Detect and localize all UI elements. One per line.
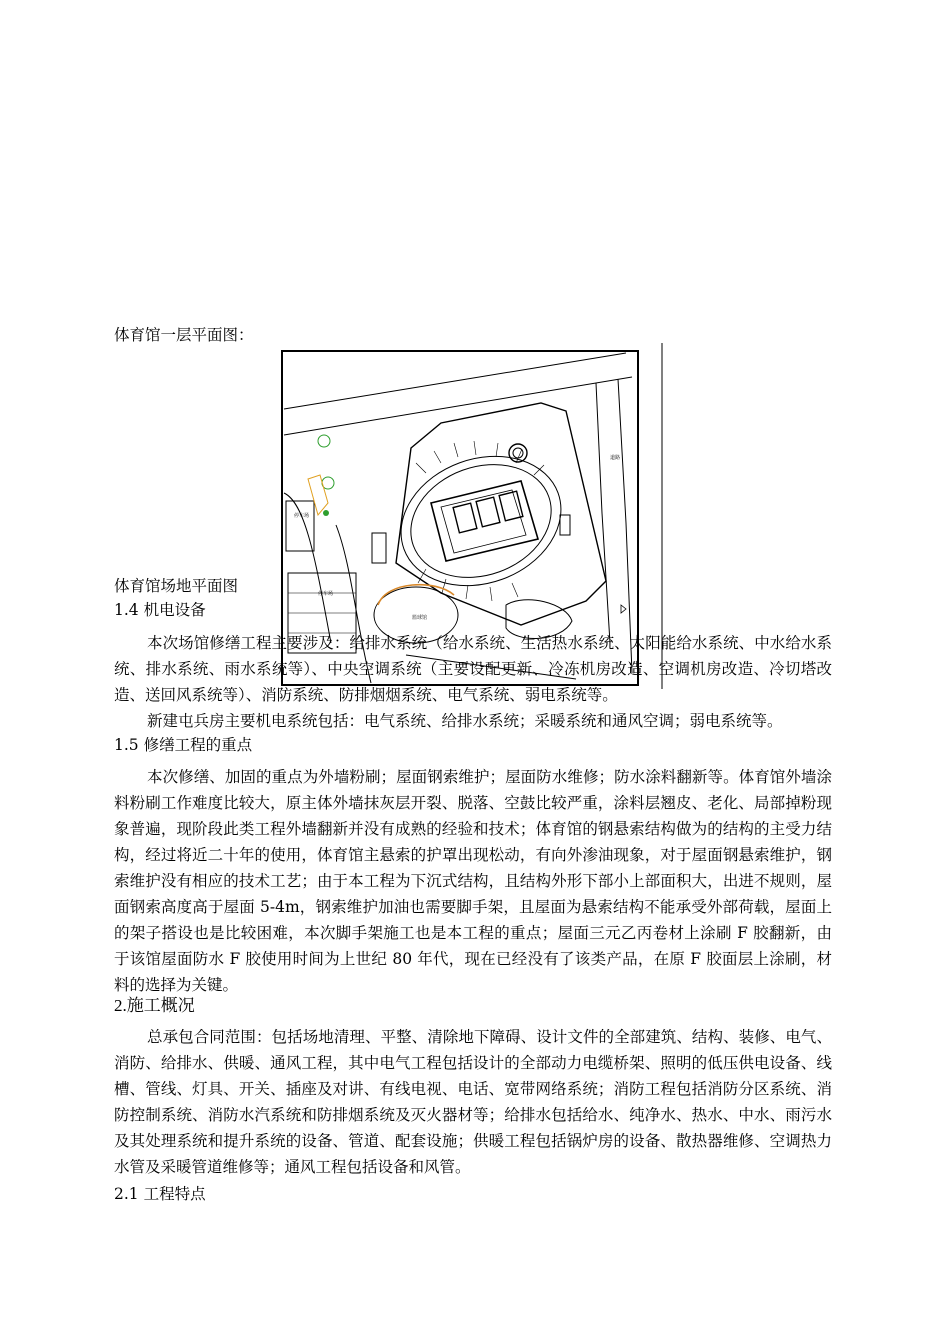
section-2-body: [114, 1024, 832, 1180]
heading-2-1: 2.1 工程特点: [114, 1185, 206, 1203]
section-1-4-body: [114, 630, 832, 734]
label-road: 道路: [610, 455, 621, 461]
caption-site-plan: 体育馆场地平面图: [114, 577, 239, 595]
paragraph: 新建屯兵房主要机电系统包括：电气系统、给排水系统；采暖系统和通风空调；弱电系统等。: [147, 712, 783, 730]
paragraph: 总承包合同范围：包括场地清理、平整、清除地下障碍、设计文件的全部建筑、结构、装修、电气、消防、给排水、供暖、通风工程，其中电气工程包括设计的全部动力电缆桥架、照明的低压供电设备、线槽、管线、灯具、开关、插座及对讲、有线电视、电话、宽带网络系统；消防工程包括消防分区系统、消防控制系统、消防水汽系统和防排烟系统及灭火器材等；给排水包括给水、纯净水、热水、中水、雨污水及其处理系统和提升系统的设备、管道、配套设施；供暖工程包括锅炉房的设备、散热器维修、空调热力水管及采暖管道维修等；通风工程包括设备和风管。: [114, 1028, 832, 1176]
caption-first-floor-plan: 体育馆一层平面图：: [114, 326, 254, 344]
label-parking-1: 停车场: [318, 591, 334, 597]
label-parking-2: 停车场: [294, 513, 310, 519]
paragraph: 本次场馆修缮工程主要涉及：给排水系统（给水系统、生活热水系统、太阳能给水系统、中水给水系统、排水系统、雨水系统等）、中央空调系统（主要设配更新、冷冻机房改造、空调机房改造、冷切塔改造、送回风系统等）、消防系统、防排烟烟系统、电气系统、弱电系统等。: [114, 634, 832, 704]
section-1-5-body: [114, 764, 832, 998]
paragraph: 本次修缮、加固的重点为外墙粉刷；屋面钢索维护；屋面防水维修；防水涂料翻新等。体育馆外墙涂料粉刷工作难度比较大，原主体外墙抹灰层开裂、脱落、空鼓比较严重，涂料层翘皮、老化、局部掉粉现象普遍，现阶段此类工程外墙翻新并没有成熟的经验和技术；体育馆的钢悬索结构做为的结构的主受力结构，经过将近二十年的使用，体育馆主悬索的护罩出现松动，有向外渗油现象，对于屋面钢悬索维护，钢索维护没有相应的技术工艺；由于本工程为下沉式结构，且结构外形下部小上部面积大，出进不规则，屋面钢索高度高于屋面 5-4m，钢索维护加油也需要脚手架，且屋面为悬索结构不能承受外部荷载，屋面上的架子搭设也是比较困难，本次脚手架施工也是本工程的重点；屋面三元乙丙卷材上涂刷 F 胶翻新，由于该馆屋面防水 F 胶使用时间为上世纪 80 年代，现在已经没有了该类产品，在原 F 胶面层上涂刷，材料的选择为关键。: [114, 768, 832, 994]
label-arena: 篮球馆: [412, 615, 428, 621]
heading-2: 2.施工概况: [114, 996, 195, 1015]
heading-1-5: 1.5 修缮工程的重点: [114, 736, 253, 754]
heading-1-4: 1.4 机电设备: [114, 601, 206, 619]
